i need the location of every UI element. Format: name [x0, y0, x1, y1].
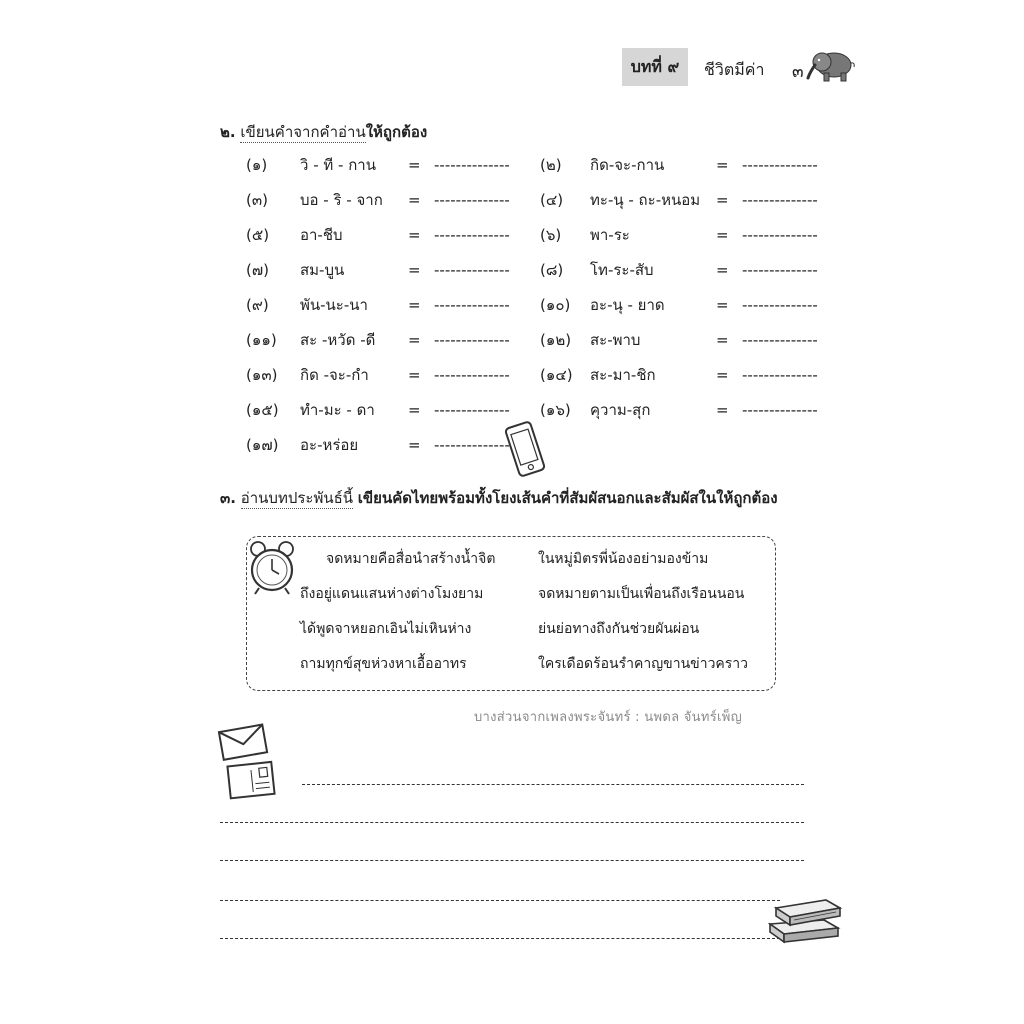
answer-blank[interactable]: -------------- — [434, 331, 510, 349]
section3-instruction: อ่านบทประพันธ์นี้ — [240, 489, 354, 507]
writing-line[interactable] — [220, 938, 780, 939]
equals-sign: = — [716, 331, 729, 349]
poem-line-first-half: จดหมายคือสื่อนำสร้างน้ำจิต — [326, 551, 496, 567]
equals-sign: = — [716, 261, 729, 279]
lesson-title: ชีวิตมีค่า — [704, 60, 765, 79]
answer-blank[interactable]: -------------- — [742, 261, 818, 279]
section2-title — [220, 120, 427, 144]
smartphone-icon — [500, 420, 550, 478]
answer-blank[interactable]: -------------- — [742, 156, 818, 174]
postcard-icon — [226, 760, 278, 800]
equals-sign: = — [408, 191, 421, 209]
exercise-number: (๑๔) — [540, 366, 573, 384]
writing-line[interactable] — [220, 900, 780, 901]
writing-line[interactable] — [220, 860, 804, 861]
equals-sign: = — [716, 191, 729, 209]
answer-blank[interactable]: -------------- — [742, 366, 818, 384]
envelope-icon — [218, 722, 270, 762]
writing-line[interactable] — [220, 822, 804, 823]
answer-blank[interactable]: -------------- — [434, 191, 510, 209]
exercise-reading: กิด-จะ-กาน — [590, 156, 665, 174]
exercise-number: (๖) — [540, 226, 562, 244]
exercise-number: (๑๗) — [246, 436, 279, 454]
exercise-reading: บอ - ริ - จาก — [300, 191, 383, 209]
elephant-icon — [808, 48, 856, 84]
answer-blank[interactable]: -------------- — [742, 191, 818, 209]
equals-sign: = — [408, 156, 421, 174]
equals-sign: = — [408, 331, 421, 349]
poem-line-second-half: จดหมายตามเป็นเพื่อนถึงเรือนนอน — [538, 586, 745, 602]
exercise-number: (๗) — [246, 261, 269, 279]
answer-blank[interactable]: -------------- — [434, 226, 510, 244]
answer-blank[interactable]: -------------- — [434, 401, 510, 419]
exercise-number: (๑๒) — [540, 331, 572, 349]
exercise-number: (๑๕) — [246, 401, 279, 419]
answer-blank[interactable]: -------------- — [742, 226, 818, 244]
equals-sign: = — [716, 366, 729, 384]
exercise-number: (๙) — [246, 296, 269, 314]
exercise-reading: วิ - ที - กาน — [300, 156, 376, 174]
equals-sign: = — [716, 156, 729, 174]
section2-number: ๒. — [220, 123, 236, 141]
section2-instruction-bold: ให้ถูกต้อง — [365, 123, 428, 141]
exercise-reading: สะ-พาบ — [590, 331, 641, 349]
answer-blank[interactable]: -------------- — [742, 401, 818, 419]
answer-blank[interactable]: -------------- — [434, 436, 510, 454]
equals-sign: = — [408, 366, 421, 384]
exercise-number: (๓) — [246, 191, 268, 209]
answer-blank[interactable]: -------------- — [742, 296, 818, 314]
exercise-number: (๑๖) — [540, 401, 571, 419]
writing-line[interactable] — [302, 784, 804, 785]
section3-instruction-bold: เขียนคัดไทยพร้อมทั้งโยงเส้นคำที่สัมผัสนอกและสัมผัสในให้ถูกต้อง — [357, 489, 778, 507]
section2-instruction: เขียนคำจากคำอ่าน — [240, 123, 366, 141]
poem-line-second-half: ในหมู่มิตรพี่น้องอย่ามองข้าม — [538, 551, 709, 567]
poem-credit: บางส่วนจากเพลงพระจันทร์ : นพดล จันทร์เพ็ญ — [474, 710, 743, 725]
exercise-reading: อะ-นุ - ยาด — [590, 296, 665, 314]
poem-line-first-half: ถึงอยู่แดนแสนห่างต่างโมงยาม — [300, 586, 484, 602]
answer-blank[interactable]: -------------- — [434, 261, 510, 279]
exercise-reading: สม-บูน — [300, 261, 345, 279]
equals-sign: = — [408, 436, 421, 454]
exercise-reading: โท-ระ-สับ — [590, 261, 654, 279]
alarm-clock-icon — [246, 540, 298, 596]
exercise-reading: กิด -จะ-กำ — [300, 366, 369, 384]
equals-sign: = — [408, 296, 421, 314]
equals-sign: = — [408, 401, 421, 419]
poem-line-second-half: ใครเดือดร้อนรำคาญขานข่าวคราว — [538, 656, 749, 672]
exercise-number: (๑๓) — [246, 366, 278, 384]
poem-line-first-half: ถามทุกข์สุขห่วงหาเอื้ออาทร — [300, 656, 467, 672]
equals-sign: = — [408, 261, 421, 279]
answer-blank[interactable]: -------------- — [434, 296, 510, 314]
section3-title — [220, 486, 778, 510]
exercise-number: (๑) — [246, 156, 268, 174]
exercise-reading: ทะ-นุ - ถะ-หนอม — [590, 191, 701, 209]
exercise-reading: อา-ชีบ — [300, 226, 343, 244]
exercise-number: (๕) — [246, 226, 270, 244]
exercise-reading: พา-ระ — [590, 226, 630, 244]
equals-sign: = — [716, 226, 729, 244]
exercise-number: (๑๐) — [540, 296, 571, 314]
lesson-label: บทที่ ๙ — [622, 48, 688, 86]
exercise-reading: อะ-หร่อย — [300, 436, 359, 454]
equals-sign: = — [716, 401, 729, 419]
section3-number: ๓. — [220, 489, 236, 507]
exercise-number: (๔) — [540, 191, 564, 209]
exercise-reading: ทำ-มะ - ดา — [300, 401, 375, 419]
exercise-reading: สะ-มา-ชิก — [590, 366, 656, 384]
poem-line-first-half: ได้พูดจาหยอกเอินไม่เหินห่าง — [300, 621, 472, 637]
poem-line-second-half: ย่นย่อทางถึงกันช่วยผันผ่อน — [538, 621, 700, 637]
answer-blank[interactable]: -------------- — [742, 331, 818, 349]
page-number: ๓ — [792, 62, 804, 82]
equals-sign: = — [408, 226, 421, 244]
exercise-reading: พัน-นะ-นา — [300, 296, 368, 314]
exercise-reading: คุวาม-สุก — [590, 401, 651, 419]
exercise-number: (๘) — [540, 261, 564, 279]
equals-sign: = — [716, 296, 729, 314]
answer-blank[interactable]: -------------- — [434, 156, 510, 174]
exercise-number: (๒) — [540, 156, 562, 174]
answer-blank[interactable]: -------------- — [434, 366, 510, 384]
books-icon — [764, 890, 844, 946]
exercise-number: (๑๑) — [246, 331, 277, 349]
exercise-reading: สะ -หวัด -ดี — [300, 331, 376, 349]
